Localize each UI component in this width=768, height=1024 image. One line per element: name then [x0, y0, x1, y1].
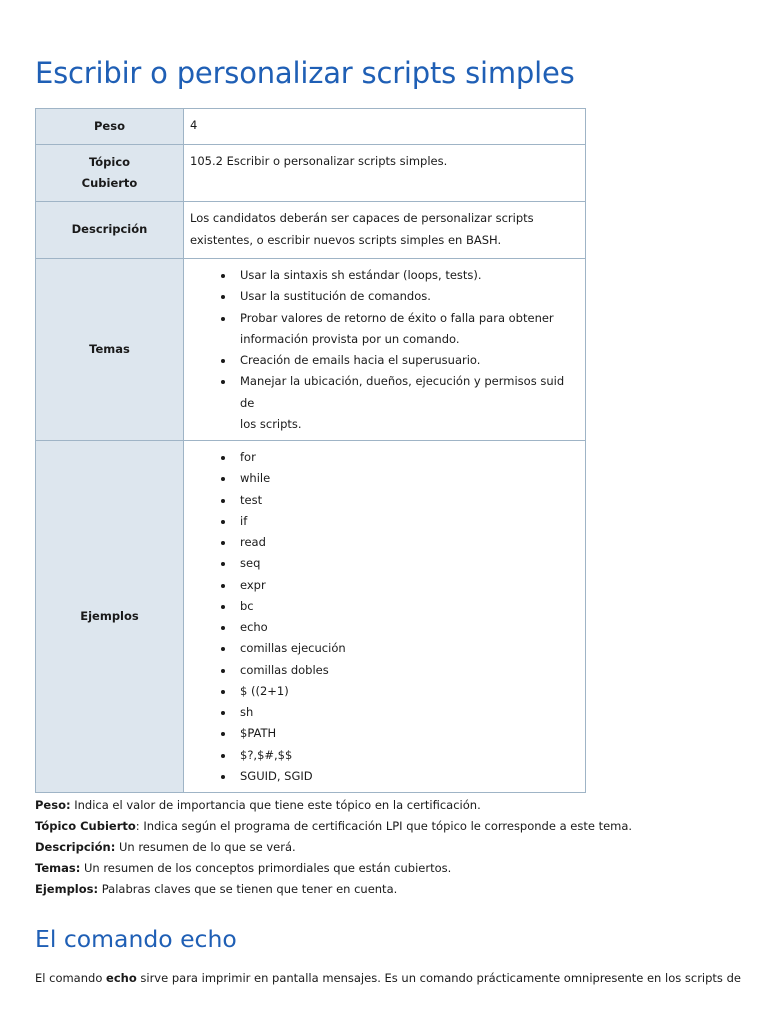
table-row-ejemplos: [36, 441, 586, 793]
list-item: • if: [235, 511, 579, 532]
list-item: • for: [235, 447, 579, 468]
legend-line-peso: Peso: Indica el valor de importancia que tiene este tópico en la certificación.: [35, 798, 481, 812]
descripcion-value: [184, 202, 586, 259]
temas-label: Temas: [36, 259, 184, 441]
descripcion-label: Descripción: [36, 202, 184, 259]
topico-value: 105.2 Escribir o personalizar scripts simples.: [184, 145, 586, 202]
descripcion-line1: Los candidatos deberán ser capaces de personalizar scripts: [190, 211, 534, 225]
table-row-topico: [36, 145, 586, 202]
peso-value: 4: [184, 109, 586, 145]
list-item: • expr: [235, 575, 579, 596]
descripcion-line2: existentes, o escribir nuevos scripts simples en BASH.: [190, 232, 502, 247]
ejemplos-list: [190, 447, 579, 787]
list-item: • Creación de emails hacia el superusuario.: [235, 350, 579, 371]
list-item: • Manejar la ubicación, dueños, ejecución y permisos suid de los scripts.: [235, 371, 579, 435]
list-item: • $PATH: [235, 723, 579, 744]
list-item: • echo: [235, 617, 579, 638]
ejemplos-value: [184, 441, 586, 793]
legend-line-ejemplos: Ejemplos: Palabras claves que se tienen que tener en cuenta.: [35, 882, 398, 896]
list-item: • test: [235, 490, 579, 511]
legend-line-descripcion: Descripción: Un resumen de lo que se verá.: [35, 840, 296, 854]
page-title: Escribir o personalizar scripts simples: [35, 56, 575, 90]
list-item: • comillas dobles: [235, 660, 579, 681]
topico-label-line1: Tópico: [88, 154, 131, 169]
list-item: • read: [235, 532, 579, 553]
list-item: • Probar valores de retorno de éxito o falla para obtener información provista por un comando.: [235, 308, 579, 351]
section-intro-paragraph: El comando echo sirve para imprimir en pantalla mensajes. Es un comando prácticamente omnipresente en los scripts de: [35, 971, 741, 985]
list-item: • comillas ejecución: [235, 638, 579, 659]
list-item: • seq: [235, 553, 579, 574]
legend-line-temas: Temas: Un resumen de los conceptos primordiales que están cubiertos.: [35, 861, 452, 875]
peso-label: Peso: [36, 109, 184, 145]
list-item: • sh: [235, 702, 579, 723]
table-legend: [35, 795, 632, 900]
topic-info-table: [35, 108, 586, 793]
topico-label-line2: Cubierto: [81, 176, 138, 190]
list-item: • bc: [235, 596, 579, 617]
list-item: • $?,$#,$$: [235, 745, 579, 766]
list-item: • $ ((2+1): [235, 681, 579, 702]
ejemplos-label: Ejemplos: [36, 441, 184, 793]
temas-value: [184, 259, 586, 441]
table-row-descripcion: [36, 202, 586, 259]
topico-label: [36, 145, 184, 202]
legend-line-topico: Tópico Cubierto: Indica según el programa de certificación LPI que tópico le corresponde a este tema.: [35, 819, 633, 833]
list-item: • Usar la sintaxis sh estándar (loops, tests).: [235, 265, 579, 286]
list-item: • SGUID, SGID: [235, 766, 579, 787]
list-item: • Usar la sustitución de comandos.: [235, 286, 579, 307]
section-heading: El comando echo: [35, 925, 237, 953]
list-item: • while: [235, 468, 579, 489]
table-row-temas: [36, 259, 586, 441]
table-row-peso: [36, 109, 586, 145]
temas-list: [190, 265, 579, 435]
